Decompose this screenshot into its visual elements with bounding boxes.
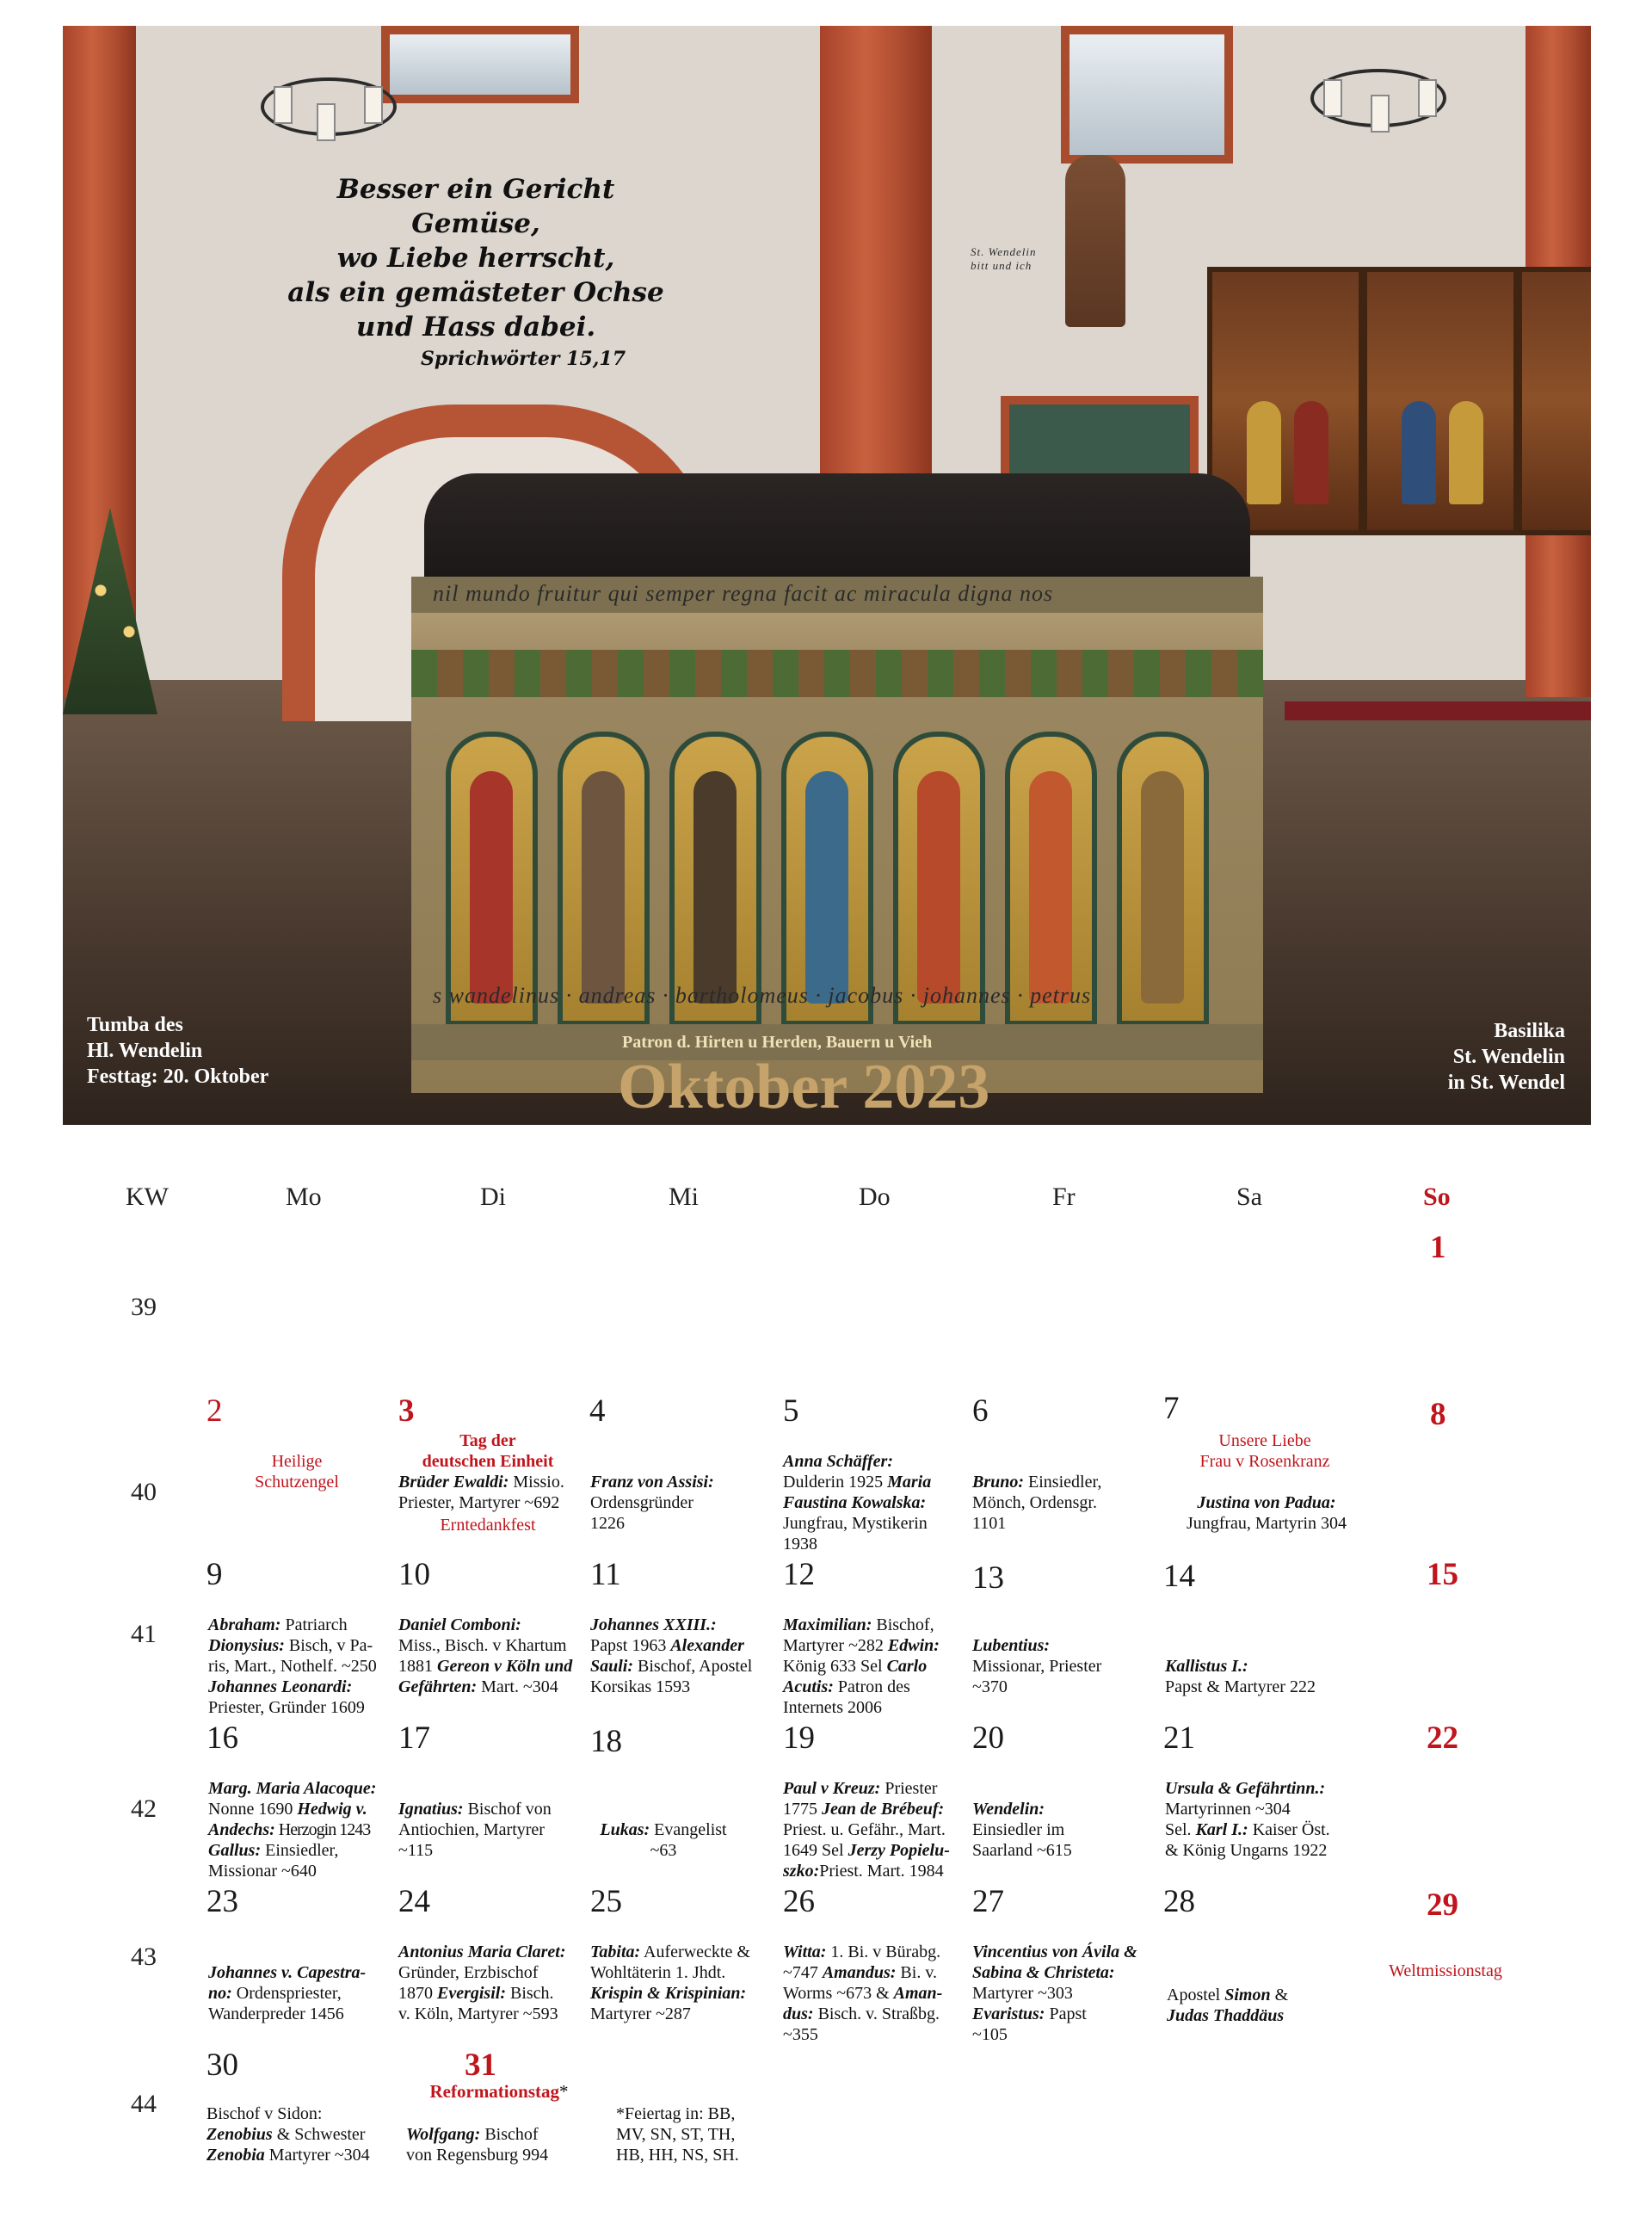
inscription-top: nil mundo fruitur qui semper regna facit ac miracula digna nos xyxy=(433,581,1054,606)
saint-desc: Papst xyxy=(1045,2004,1087,2023)
saint-entry xyxy=(1165,1778,1372,1861)
saint-desc: ~747 xyxy=(783,1963,823,1982)
statue-label: St. Wendelin bitt und ich xyxy=(971,245,1037,272)
saint-desc: Missionar, Priester xyxy=(972,1657,1102,1676)
day-number: 27 xyxy=(972,1884,1004,1919)
day-number: 9 xyxy=(206,1557,223,1592)
saint-desc: Jungfrau, Mystikerin xyxy=(783,1514,928,1533)
saint-entry xyxy=(1165,1656,1363,1697)
saint-desc: Mönch, Ordensgr. xyxy=(972,1493,1097,1512)
saint-entry xyxy=(590,1942,781,2024)
saint-desc: ~370 xyxy=(972,1677,1008,1696)
saint-desc: Kaiser Öst. xyxy=(1248,1820,1330,1839)
day-number: 14 xyxy=(1163,1559,1195,1594)
saint-name: dus: xyxy=(783,2004,814,2023)
holiday-label xyxy=(1170,1430,1359,1472)
saint-desc: Auferweckte & xyxy=(640,1943,750,1961)
saint-name: Bruno: xyxy=(972,1473,1025,1492)
red-bench xyxy=(1285,701,1591,720)
saint-name: Gereon v Köln und xyxy=(437,1657,573,1676)
saint-desc: Wohltäterin 1. Jhdt. xyxy=(590,1963,726,1982)
saint-name: Jerzy Popielu- xyxy=(848,1841,950,1860)
saint-desc: Sel. xyxy=(1165,1820,1196,1839)
saint-name: Marg. Maria Alacoque: xyxy=(208,1779,377,1798)
lamp-bulb xyxy=(1323,79,1342,117)
saint-name: Faustina Kowalska: xyxy=(783,1493,927,1512)
saint-name: Lubentius: xyxy=(972,1636,1051,1655)
stations-panel-2 xyxy=(1362,267,1519,535)
day-number: 12 xyxy=(783,1557,815,1592)
day-number: 18 xyxy=(590,1724,622,1759)
day-number: 25 xyxy=(590,1884,622,1919)
tumba-sarcophagus xyxy=(411,577,1263,1093)
inscription-bottom: s wandelinus · andreas · bartholomeus · jacobus · johannes · petrus xyxy=(433,983,1092,1008)
caption-line: Basilika xyxy=(1494,1020,1565,1042)
saint-name: Lukas: xyxy=(600,1820,650,1839)
saint-desc: Evangelist xyxy=(650,1820,727,1839)
saint-name: Karl I.: xyxy=(1195,1820,1248,1839)
niche xyxy=(893,732,985,1026)
caption-line: in St. Wendel xyxy=(1447,1072,1565,1094)
niche xyxy=(1117,732,1209,1026)
saint-name: Wolfgang: xyxy=(406,2125,481,2144)
saint-entry xyxy=(206,2103,404,2165)
saint-desc: Antiochien, Martyrer xyxy=(398,1820,545,1839)
saint-name: Ursula & Gefährtinn.: xyxy=(1165,1779,1326,1798)
day-number-sunday: 15 xyxy=(1427,1557,1458,1592)
saint-entry xyxy=(783,1615,974,1718)
saint-name: Sauli: xyxy=(590,1657,634,1676)
caption-left xyxy=(87,1012,268,1090)
saint-name: Johannes Leonardi: xyxy=(208,1677,353,1696)
saint-desc: Patron des xyxy=(833,1677,910,1696)
quote-line: wo Liebe herrscht, xyxy=(336,243,615,274)
day-number-holiday: 3 xyxy=(398,1393,415,1429)
saint-entry xyxy=(590,1615,781,1697)
saint-name: szko: xyxy=(783,1862,820,1881)
saint-name: Sabina & Christeta: xyxy=(972,1963,1115,1982)
saint-name: Witta: xyxy=(783,1943,827,1961)
saint-desc: Wanderpreder 1456 xyxy=(208,2004,344,2023)
lamp-bulb xyxy=(1371,95,1390,133)
day-number: 28 xyxy=(1163,1884,1195,1919)
holiday-label: Weltmissionstag xyxy=(1389,1961,1502,1980)
saint-desc: 1870 xyxy=(398,1984,437,2003)
holiday-line: deutschen Einheit xyxy=(422,1452,554,1471)
saint-entry xyxy=(1163,1492,1370,1534)
saint-desc: ~105 xyxy=(972,2025,1008,2044)
saint-desc: 1226 xyxy=(590,1514,625,1533)
saint-name: Evaristus: xyxy=(972,2004,1045,2023)
saint-desc: Bisch, v Pa- xyxy=(284,1636,373,1655)
saint-desc: von Regensburg 994 xyxy=(406,2146,549,2165)
saint-entry xyxy=(208,1778,399,1881)
footnote-line: MV, SN, ST, TH, xyxy=(616,2125,736,2144)
saint-desc: Ordensgründer xyxy=(590,1493,693,1512)
holiday-label xyxy=(398,1430,578,1472)
day-number: 5 xyxy=(783,1393,799,1429)
saint-desc: 1101 xyxy=(972,1514,1007,1533)
saint-name: Vincentius von Ávila & xyxy=(972,1943,1137,1961)
day-number: 7 xyxy=(1163,1391,1180,1426)
day-number: 16 xyxy=(206,1720,238,1756)
saint-desc: Priest. Mart. 1984 xyxy=(819,1862,944,1881)
saint-desc: Apostel xyxy=(1167,1986,1225,2004)
saint-desc: Bisch. xyxy=(506,1984,554,2003)
header-sa: Sa xyxy=(1236,1183,1262,1211)
saint-desc: Priester, Martyrer ~692 xyxy=(398,1493,560,1512)
day-number: 20 xyxy=(972,1720,1004,1756)
day-number: 4 xyxy=(589,1393,606,1429)
quote-source: Sprichwörter 15,17 xyxy=(420,348,626,370)
saint-desc: Dulderin 1925 xyxy=(783,1473,888,1492)
saint-desc: Bisch. v. Straßbg. xyxy=(813,2004,940,2023)
saint-desc: Nonne 1690 xyxy=(208,1800,298,1819)
day-number: 23 xyxy=(206,1884,238,1919)
day-number: 11 xyxy=(590,1557,621,1592)
holiday-label xyxy=(396,2081,602,2102)
saint-name: Amandus: xyxy=(822,1963,897,1982)
saint-entry xyxy=(972,1799,1153,1861)
saint-name: Hedwig v. xyxy=(297,1800,367,1819)
saint-desc: 1. Bi. v Bürabg. xyxy=(826,1943,941,1961)
header-mi: Mi xyxy=(669,1183,700,1211)
saint-desc: Bischof, Apostel xyxy=(633,1657,753,1676)
saint-desc: Missio. xyxy=(509,1473,564,1492)
saint-desc: & xyxy=(1270,1986,1289,2004)
saint-entry xyxy=(783,1942,974,2045)
saint-desc: Martyrer ~287 xyxy=(590,2004,691,2023)
day-number: 6 xyxy=(972,1393,989,1429)
saint-desc: Patriarch xyxy=(280,1615,348,1634)
lamp-bulb xyxy=(274,86,293,124)
saint-name: Zenobius xyxy=(206,2125,273,2144)
patron-text: Patron d. Hirten u Herden, Bauern u Vieh xyxy=(622,1033,933,1052)
day-number: 2 xyxy=(206,1393,223,1429)
saint-desc: & König Ungarns 1922 xyxy=(1165,1841,1328,1860)
saint-name: Judas Thaddäus xyxy=(1167,2006,1285,2025)
week-number: 41 xyxy=(131,1620,157,1648)
week-number: 39 xyxy=(131,1293,157,1321)
day-number: 13 xyxy=(972,1560,1004,1596)
saint-desc: Bischof, xyxy=(872,1615,934,1634)
holiday-label xyxy=(219,1451,374,1492)
saint-name: Evergisil: xyxy=(437,1984,506,2003)
saint-desc: Martyrer ~303 xyxy=(972,1984,1073,2003)
saint-name: Gallus: xyxy=(208,1841,262,1860)
holiday-footnote xyxy=(616,2103,788,2165)
saint-desc: Saarland ~615 xyxy=(972,1841,1072,1860)
saint-statue xyxy=(1065,155,1125,327)
saint-desc: König 633 Sel xyxy=(783,1657,887,1676)
holiday-label: Erntedankfest xyxy=(440,1516,536,1535)
lamp-bulb xyxy=(317,103,336,141)
saint-desc: ris, Mart., Nothelf. ~250 xyxy=(208,1657,377,1676)
day-number: 17 xyxy=(398,1720,430,1756)
saint-desc: Martyrer ~282 xyxy=(783,1636,888,1655)
saint-entry xyxy=(783,1778,974,1881)
saint-name: Maximilian: xyxy=(783,1615,872,1634)
saint-name: Aman- xyxy=(893,1984,943,2003)
saint-desc: & Schwester xyxy=(272,2125,366,2144)
saint-name: Krispin & Krispinian: xyxy=(590,1984,747,2003)
day-number-sunday: 1 xyxy=(1430,1230,1446,1265)
saint-desc: Korsikas 1593 xyxy=(590,1677,691,1696)
saint-desc: Bi. v. xyxy=(896,1963,938,1982)
saint-desc: 1938 xyxy=(783,1535,817,1553)
niche xyxy=(669,732,761,1026)
saint-entry xyxy=(590,1472,780,1534)
saint-entry xyxy=(208,1962,399,2024)
week-number: 42 xyxy=(131,1794,157,1823)
saint-desc: Ordenspriester, xyxy=(231,1984,342,2003)
saint-entry xyxy=(398,1942,592,2024)
saint-desc: 1881 xyxy=(398,1657,437,1676)
saint-name: Abraham: xyxy=(208,1615,281,1634)
saint-entry xyxy=(208,1615,399,1718)
saint-name: Kallistus I.: xyxy=(1165,1657,1248,1676)
saint-desc: Papst & Martyrer 222 xyxy=(1165,1677,1316,1696)
saint-name: Jean de Brébeuf: xyxy=(822,1800,945,1819)
header-fr: Fr xyxy=(1052,1183,1076,1211)
saint-name: Johannes v. Capestra- xyxy=(208,1963,367,1982)
saint-name: Maria xyxy=(887,1473,932,1492)
saint-name: Ignatius: xyxy=(398,1800,464,1819)
saint-name: Alexander xyxy=(670,1636,744,1655)
saint-name: Simon xyxy=(1224,1986,1271,2004)
saint-name: Tabita: xyxy=(590,1943,641,1961)
tomb-effigy xyxy=(424,473,1250,585)
niche xyxy=(446,732,538,1026)
day-number: 30 xyxy=(206,2048,238,2083)
church-window xyxy=(381,26,579,103)
stations-panel-3 xyxy=(1517,267,1591,535)
saint-desc: Bischof xyxy=(480,2125,539,2144)
header-do: Do xyxy=(859,1183,891,1211)
saint-desc: Martyrer ~304 xyxy=(264,2146,370,2165)
saint-desc: Bischof v Sidon: xyxy=(206,2104,323,2123)
church-window-right xyxy=(1061,26,1233,164)
saint-entry xyxy=(972,1635,1153,1697)
header-photo xyxy=(63,26,1591,1125)
day-number: 26 xyxy=(783,1884,815,1919)
quote-line: Besser ein Gericht Gemüse, xyxy=(336,174,615,239)
saint-name: Johannes XXIII.: xyxy=(590,1615,717,1634)
header-di: Di xyxy=(480,1183,506,1211)
holiday-line: Tag der xyxy=(459,1431,516,1450)
footnote-marker: * xyxy=(558,2081,569,2102)
lamp-bulb xyxy=(1418,79,1437,117)
saint-name: Franz von Assisi: xyxy=(590,1473,714,1492)
saint-desc: Einsiedler im xyxy=(972,1820,1065,1839)
day-number-sunday: 22 xyxy=(1427,1720,1458,1756)
proverb-quote xyxy=(269,172,682,374)
saint-desc: Worms ~673 & xyxy=(783,1984,894,2003)
saint-name: Dionysius: xyxy=(208,1636,285,1655)
week-number: 44 xyxy=(131,2090,157,2118)
leaf-frieze xyxy=(411,650,1263,697)
saint-name: Paul v Kreuz: xyxy=(783,1779,881,1798)
holiday-line: Unsere Liebe xyxy=(1218,1431,1311,1450)
header-kw: KW xyxy=(126,1183,169,1211)
footnote-line: HB, HH, NS, SH. xyxy=(616,2146,739,2165)
holiday-line: Reformationstag xyxy=(429,2081,559,2102)
caption-right xyxy=(1448,1018,1565,1096)
saint-entry xyxy=(1167,1985,1365,2026)
saint-desc: 1775 xyxy=(783,1800,822,1819)
holiday-line: Heilige xyxy=(271,1452,323,1471)
saint-desc: Mart. ~304 xyxy=(477,1677,558,1696)
header-so: So xyxy=(1423,1183,1451,1211)
saint-name: Daniel Comboni: xyxy=(398,1615,521,1634)
holiday-line: Schutzengel xyxy=(255,1473,339,1492)
holiday-line: Frau v Rosenkranz xyxy=(1199,1452,1330,1471)
week-number: 43 xyxy=(131,1943,157,1971)
saint-desc: ~115 xyxy=(398,1841,434,1860)
saint-name: Andechs: xyxy=(208,1820,275,1839)
saint-desc: Jungfrau, Martyrin 304 xyxy=(1186,1514,1347,1533)
saint-desc: Priester, Gründer 1609 xyxy=(208,1698,365,1717)
saint-name: Antonius Maria Claret: xyxy=(398,1943,566,1961)
saint-entry xyxy=(590,1819,737,1861)
saint-desc: v. Köln, Martyrer ~593 xyxy=(398,2004,558,2023)
caption-line: Hl. Wendelin xyxy=(87,1040,203,1062)
day-number: 10 xyxy=(398,1557,430,1592)
saint-desc: Martyrinnen ~304 xyxy=(1165,1800,1291,1819)
month-title: Oktober 2023 xyxy=(618,1052,990,1122)
caption-line: St. Wendelin xyxy=(1452,1046,1565,1068)
caption-line: Festtag: 20. Oktober xyxy=(87,1065,269,1088)
saint-entry xyxy=(972,1942,1163,2045)
saint-desc: Priester xyxy=(880,1779,938,1798)
niche xyxy=(1005,732,1097,1026)
day-number-holiday: 31 xyxy=(465,2048,496,2083)
saint-desc: Internets 2006 xyxy=(783,1698,882,1717)
saint-desc: 1649 Sel xyxy=(783,1841,848,1860)
saint-entry xyxy=(972,1472,1153,1534)
saint-desc: ~355 xyxy=(783,2025,818,2044)
saint-name: Edwin: xyxy=(887,1636,940,1655)
saint-name: Zenobia xyxy=(206,2146,265,2165)
saint-name: no: xyxy=(208,1984,232,2003)
saint-desc: ~63 xyxy=(650,1841,677,1860)
day-number: 19 xyxy=(783,1720,815,1756)
saint-name: Gefährten: xyxy=(398,1677,478,1696)
saint-entry xyxy=(783,1451,972,1554)
saint-desc: Einsiedler, xyxy=(261,1841,339,1860)
day-number: 24 xyxy=(398,1884,430,1919)
saint-desc: Papst 1963 xyxy=(590,1636,671,1655)
footnote-line: *Feiertag in: BB, xyxy=(616,2104,736,2123)
day-number-sunday: 29 xyxy=(1427,1887,1458,1923)
saint-name: Anna Schäffer: xyxy=(783,1452,893,1471)
niche xyxy=(558,732,650,1026)
saint-entry xyxy=(398,1472,596,1513)
saint-name: Brüder Ewaldi: xyxy=(398,1473,509,1492)
saint-desc: Gründer, Erzbischof xyxy=(398,1963,539,1982)
day-number: 21 xyxy=(1163,1720,1195,1756)
saint-desc: Bischof von xyxy=(463,1800,552,1819)
saint-desc: Miss., Bisch. v Khartum xyxy=(398,1636,567,1655)
saint-desc: Herzogin 1243 xyxy=(274,1820,371,1839)
saint-name: Justina von Padua: xyxy=(1197,1493,1336,1512)
header-mo: Mo xyxy=(286,1183,322,1211)
saint-desc: Priest. u. Gefähr., Mart. xyxy=(783,1820,946,1839)
saint-entry xyxy=(398,1615,589,1697)
caption-line: Tumba des xyxy=(87,1014,183,1036)
week-number: 40 xyxy=(131,1478,157,1506)
niche xyxy=(781,732,873,1026)
saint-entry xyxy=(398,1799,589,1861)
saint-name: Acutis: xyxy=(783,1677,834,1696)
quote-line: und Hass dabei. xyxy=(355,312,596,343)
saint-name: Wendelin: xyxy=(972,1800,1045,1819)
lamp-bulb xyxy=(364,86,383,124)
day-number-sunday: 8 xyxy=(1430,1397,1446,1432)
saint-name: Carlo xyxy=(886,1657,928,1676)
saint-desc: Einsiedler, xyxy=(1024,1473,1102,1492)
quote-line: als ein gemästeter Ochse xyxy=(287,277,664,308)
saint-entry xyxy=(406,2124,595,2165)
saint-desc: Missionar ~640 xyxy=(208,1862,317,1881)
